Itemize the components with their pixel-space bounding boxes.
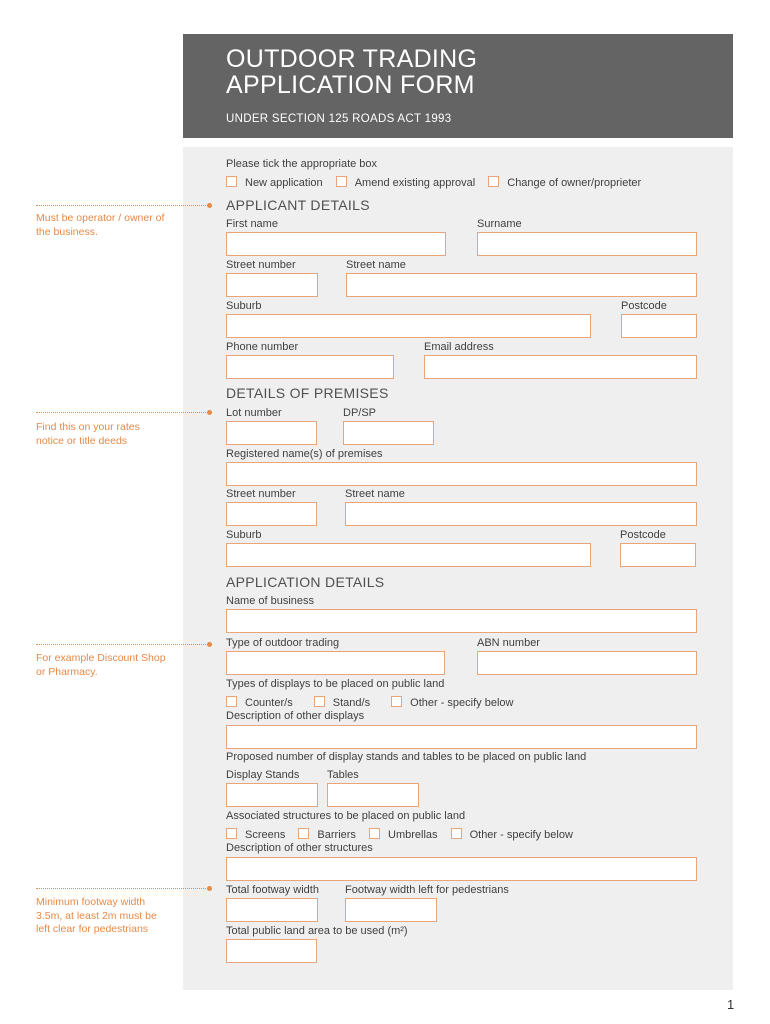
postcode-label: Postcode (621, 300, 667, 312)
barriers-option[interactable]: Barriers (298, 828, 356, 841)
trading-type-field[interactable] (226, 651, 445, 675)
premises-street-number-field[interactable] (226, 502, 317, 526)
postcode-field[interactable] (621, 314, 697, 338)
suburb-field[interactable] (226, 314, 591, 338)
form-subtitle: UNDER SECTION 125 ROADS ACT 1993 (226, 113, 452, 125)
street-number-label: Street number (226, 259, 296, 271)
registered-names-field[interactable] (226, 462, 697, 486)
registered-names-label: Registered name(s) of premises (226, 448, 383, 460)
display-stands-label: Display Stands (226, 769, 300, 781)
email-field[interactable] (424, 355, 697, 379)
first-name-label: First name (226, 218, 278, 230)
applicant-details-heading: APPLICANT DETAILS (226, 197, 370, 213)
premises-suburb-label: Suburb (226, 529, 262, 541)
premises-postcode-label: Postcode (620, 529, 666, 541)
business-name-field[interactable] (226, 609, 697, 633)
premises-street-name-field[interactable] (345, 502, 697, 526)
rates-note-leader (36, 412, 208, 413)
footway-note-dot (207, 886, 212, 891)
premises-suburb-field[interactable] (226, 543, 591, 567)
stands-option[interactable]: Stand/s (314, 696, 370, 709)
display-types-group (226, 696, 523, 709)
page-number: 1 (727, 997, 735, 1012)
screens-option[interactable]: Screens (226, 828, 285, 841)
premises-street-number-label: Street number (226, 488, 296, 500)
display-types-label: Types of displays to be placed on public land (226, 678, 445, 690)
total-footway-field[interactable] (226, 898, 318, 922)
tables-field[interactable] (327, 783, 419, 807)
street-name-label: Street name (346, 259, 406, 271)
other-structures-checkbox[interactable] (451, 828, 462, 839)
rates-note-dot (207, 410, 212, 415)
application-details-heading: APPLICATION DETAILS (226, 574, 385, 590)
premises-street-name-label: Street name (345, 488, 405, 500)
umbrellas-checkbox[interactable] (369, 828, 380, 839)
change-owner-checkbox[interactable] (488, 176, 499, 187)
form-title: OUTDOOR TRADING APPLICATION FORM (226, 45, 478, 99)
business-name-label: Name of business (226, 595, 315, 607)
suburb-label: Suburb (226, 300, 262, 312)
email-label: Email address (424, 341, 494, 353)
stands-checkbox[interactable] (314, 696, 325, 707)
public-land-area-label: Total public land area to be used (m²) (226, 925, 408, 937)
counters-checkbox[interactable] (226, 696, 237, 707)
dpsp-field[interactable] (343, 421, 434, 445)
other-displays-label: Description of other displays (226, 710, 365, 722)
premises-details-heading: DETAILS OF PREMISES (226, 385, 389, 401)
other-structures-field[interactable] (226, 857, 697, 881)
phone-field[interactable] (226, 355, 394, 379)
tick-prompt: Please tick the appropriate box (226, 158, 378, 170)
abn-field[interactable] (477, 651, 697, 675)
street-name-field[interactable] (346, 273, 697, 297)
example-note-leader (36, 644, 208, 645)
lot-number-label: Lot number (226, 407, 282, 419)
application-type-group (226, 176, 651, 189)
other-displays-option[interactable]: Other - specify below (391, 696, 513, 709)
footway-note-leader (36, 888, 208, 889)
barriers-checkbox[interactable] (298, 828, 309, 839)
new-application-option[interactable]: New application (226, 176, 323, 189)
street-number-field[interactable] (226, 273, 318, 297)
umbrellas-option[interactable]: Umbrellas (369, 828, 438, 841)
phone-label: Phone number (226, 341, 299, 353)
public-land-area-field[interactable] (226, 939, 317, 963)
abn-label: ABN number (477, 637, 540, 649)
amend-approval-checkbox[interactable] (336, 176, 347, 187)
tables-label: Tables (327, 769, 359, 781)
display-stands-field[interactable] (226, 783, 318, 807)
rates-note: Find this on your rates notice or title deeds (36, 421, 140, 447)
dpsp-label: DP/SP (343, 407, 377, 419)
operator-note-dot (207, 203, 212, 208)
example-note: For example Discount Shop or Pharmacy. (36, 652, 166, 678)
other-structures-option[interactable]: Other - specify below (451, 828, 573, 841)
total-footway-label: Total footway width (226, 884, 319, 896)
structures-group (226, 828, 583, 841)
footway-note: Minimum footway width 3.5m, at least 2m must be left clear for pedestrians (36, 896, 157, 935)
other-structures-label: Description of other structures (226, 842, 373, 854)
new-application-checkbox[interactable] (226, 176, 237, 187)
other-displays-field[interactable] (226, 725, 697, 749)
footway-left-label: Footway width left for pedestrians (345, 884, 509, 896)
example-note-dot (207, 642, 212, 647)
surname-field[interactable] (477, 232, 697, 256)
screens-checkbox[interactable] (226, 828, 237, 839)
operator-note-leader (36, 205, 208, 206)
other-displays-checkbox[interactable] (391, 696, 402, 707)
premises-postcode-field[interactable] (620, 543, 696, 567)
proposed-number-label: Proposed number of display stands and tables to be placed on public land (226, 751, 587, 763)
surname-label: Surname (477, 218, 522, 230)
first-name-field[interactable] (226, 232, 446, 256)
footway-left-field[interactable] (345, 898, 437, 922)
structures-label: Associated structures to be placed on public land (226, 810, 466, 822)
counters-option[interactable]: Counter/s (226, 696, 293, 709)
amend-approval-option[interactable]: Amend existing approval (336, 176, 475, 189)
lot-number-field[interactable] (226, 421, 317, 445)
change-owner-option[interactable]: Change of owner/proprieter (488, 176, 641, 189)
trading-type-label: Type of outdoor trading (226, 637, 340, 649)
operator-note: Must be operator / owner of the business. (36, 212, 165, 238)
